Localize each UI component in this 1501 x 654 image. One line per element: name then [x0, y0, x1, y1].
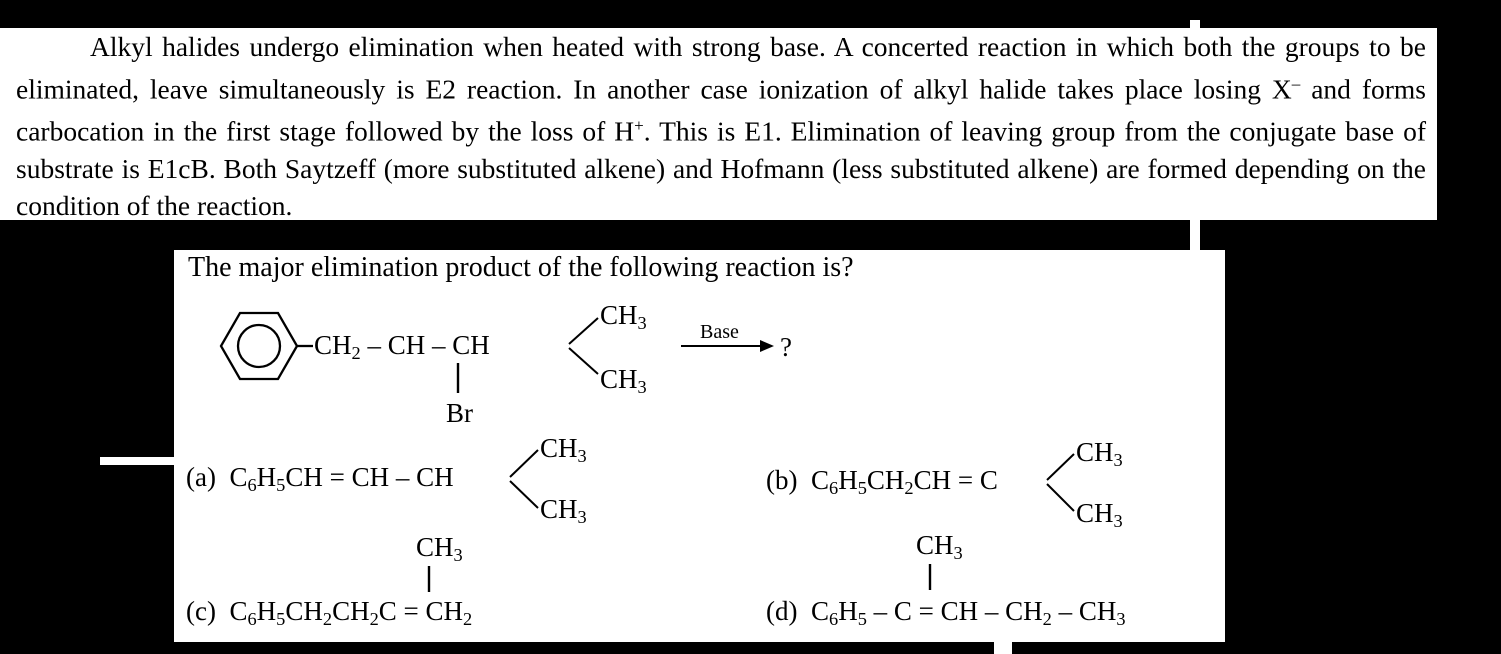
- divider-bar: [994, 642, 1012, 654]
- reactant-halogen: Br: [446, 398, 473, 428]
- option-a-branch-bottom: $CH_3$: [540, 494, 587, 528]
- reagent-label: Base: [700, 321, 739, 343]
- option-d: (d) $C_6H_5$ – C = CH – $CH_2 - CH_3$: [766, 596, 1126, 630]
- option-b-branch-top: $CH_3$: [1076, 437, 1123, 471]
- option-b: (b) $C_6H_5CH_2CH = C$: [766, 465, 998, 499]
- question-text: The major elimination product of the following reaction is?: [188, 252, 854, 283]
- divider-bar: [1190, 220, 1200, 250]
- option-a: (a) $C_6H_5CH$ = CH – CH: [186, 462, 454, 496]
- option-b-branch-bottom: $CH_3$: [1076, 498, 1123, 532]
- h-charge: +: [634, 116, 644, 136]
- benzene-ring-icon: [221, 313, 313, 379]
- reactant-branch-top: $CH_3$: [600, 300, 647, 334]
- intro-panel: [0, 28, 1437, 220]
- option-c-methyl: $CH_3$: [416, 532, 463, 566]
- question-panel: [174, 250, 1225, 642]
- x-charge: –: [1291, 74, 1301, 93]
- option-c: (c) $C_6H_5CH_2CH_2C = CH_2$: [186, 596, 473, 630]
- option-d-methyl: $CH_3$: [916, 530, 963, 564]
- structure-lines: [174, 250, 1225, 642]
- reactant-branch-bottom: $CH_3$: [600, 364, 647, 398]
- product-mark: ?: [780, 332, 792, 362]
- intro-paragraph: Alkyl halides undergo elimination when heated with strong base. A concerted reaction in which both the groups to be eliminated, leave simultaneously is E2 reaction. In another case ionization of alkyl halide takes place losing X– and forms carbocation in the first stage followed by the loss of H+. This is E1. Elimination of leaving group from the conjugate base of substrate is E1cB. Both Saytzeff (more substituted alkene) and Hofmann (less substituted alkene) are formed depending on the condition of the reaction.: [16, 31, 1426, 221]
- reactant-chain: $CH_2$ – CH – CH: [314, 330, 490, 364]
- option-a-branch-top: $CH_3$: [540, 433, 587, 467]
- divider-bar: [100, 457, 174, 465]
